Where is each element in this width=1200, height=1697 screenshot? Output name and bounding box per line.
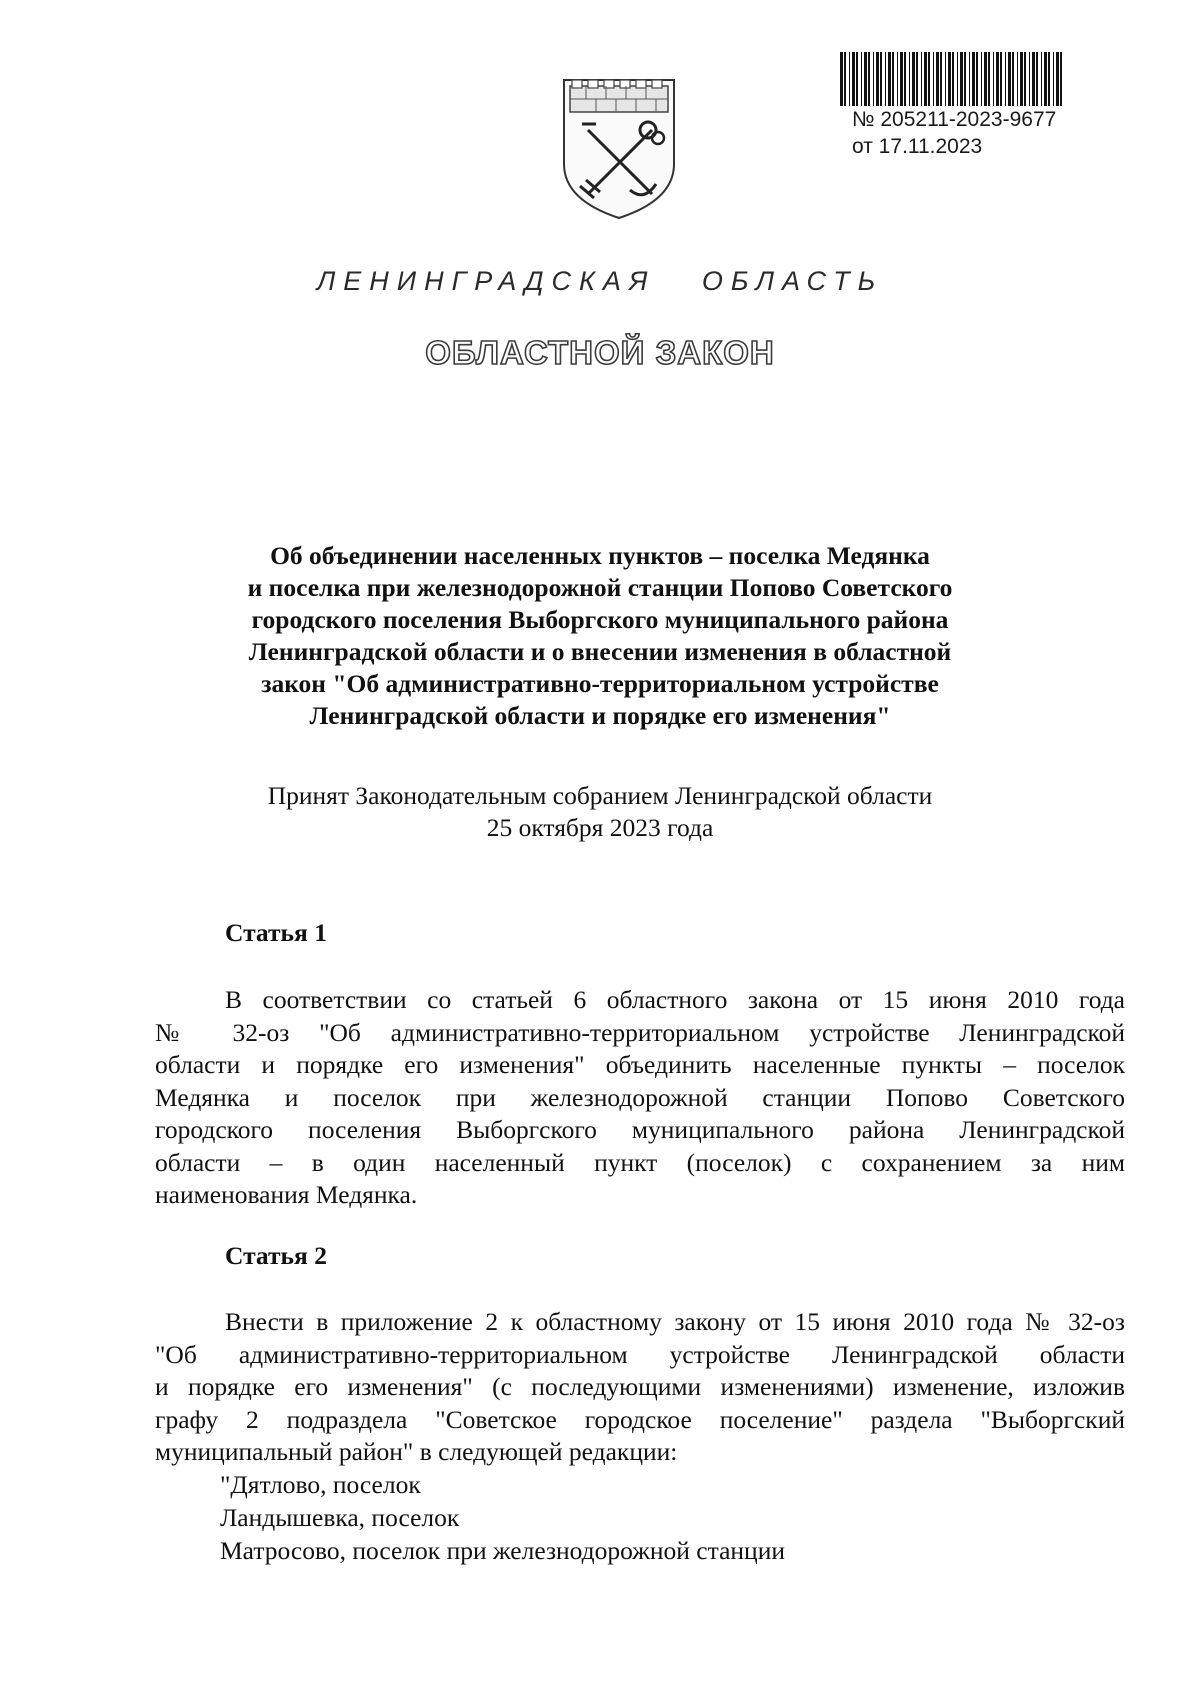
barcode-bar (988, 52, 990, 106)
barcode-bar (861, 52, 862, 106)
barcode-bar (1000, 52, 1002, 106)
law-title (160, 540, 1040, 732)
adoption-statement (160, 780, 1040, 844)
law-kind-title: ОБЛАСТНОЙ ЗАКОН (425, 334, 775, 371)
article-2-line: "Об административно-территориальном устройстве Ленинградской области (155, 1339, 1125, 1369)
barcode-bar (888, 52, 891, 106)
registration-block (852, 106, 1056, 160)
barcode-bar (981, 52, 982, 106)
article-2-heading: Статья 2 (225, 1241, 327, 1270)
barcode-bar (897, 52, 898, 106)
barcode-bar (1036, 52, 1038, 106)
barcode (838, 52, 1068, 106)
article-1-line: Медянка и поселок при железнодорожной станции Попово Советского (155, 1082, 1125, 1112)
article-2-line: и порядке его изменения" (с последующими изменениями) изменение, изложив (155, 1372, 1125, 1401)
barcode-bar (1060, 52, 1062, 106)
barcode-bar (1053, 52, 1054, 106)
article-2-text (155, 1306, 1125, 1469)
settlement-list-item: Матросово, поселок при железнодорожной станции (220, 1536, 785, 1565)
law-title-line: закон "Об административно-территориальном устройстве (261, 669, 939, 698)
barcode-bar (948, 52, 951, 106)
settlement-list-item: Ландышевка, поселок (220, 1503, 460, 1532)
barcode-bar (868, 52, 870, 106)
adoption-line: 25 октября 2023 года (486, 813, 714, 842)
article-1-line: городского поселения Выборгского муниципального района Ленинградской (155, 1115, 1125, 1144)
barcode-bar (840, 52, 843, 106)
barcode-bar (928, 52, 930, 106)
barcode-bar (960, 52, 963, 106)
barcode-bar (936, 52, 939, 106)
article-2-line: Внести в приложение 2 к областному закону от 15 июня 2010 года № 32-оз (225, 1307, 1125, 1336)
article-2-line: графу 2 подраздела "Советское городское поселение" раздела "Выборгский (155, 1404, 1125, 1434)
barcode-bar (1056, 52, 1059, 106)
barcode-bar (1008, 52, 1011, 106)
registration-number: № 205211-2023-9677 (852, 108, 1057, 131)
barcode-bar (1048, 52, 1050, 106)
barcode-bar (864, 52, 867, 106)
barcode-bar (972, 52, 975, 106)
barcode-bar (873, 52, 874, 106)
barcode-bar (904, 52, 906, 106)
barcode-bar (1005, 52, 1006, 106)
barcode-bar (916, 52, 918, 106)
article-1-line: наименования Медянка. (155, 1180, 418, 1209)
law-title-line: и поселка при железнодорожной станции Попово Советского (247, 573, 953, 602)
law-title-line: городского поселения Выборгского муниципального района (251, 605, 949, 634)
barcode-bar (1017, 52, 1018, 106)
article-1-line: № 32-оз "Об административно-территориальном устройстве Ленинградской (155, 1017, 1125, 1047)
barcode-bar (1029, 52, 1030, 106)
article-1-line: В соответствии со статьей 6 областного закона от 15 июня 2010 года (225, 985, 1125, 1014)
barcode-bar (856, 52, 858, 106)
law-title-line: Об объединении населенных пунктов – поселка Медянка (270, 541, 930, 570)
barcode-bar (909, 52, 910, 106)
barcode-bar (852, 52, 855, 106)
barcode-bar (1032, 52, 1035, 106)
article-1-heading: Статья 1 (225, 918, 327, 947)
coat-of-arms-emblem (560, 72, 678, 222)
barcode-bar (900, 52, 903, 106)
barcode-bar (880, 52, 882, 106)
barcode-bar (1020, 52, 1023, 106)
barcode-bar (921, 52, 922, 106)
barcode-bar (1044, 52, 1047, 106)
barcode-bar (1012, 52, 1014, 106)
adoption-line: Принят Законодательным собранием Ленинградской области (267, 781, 933, 810)
registration-date: от 17.11.2023 (852, 135, 983, 158)
article-1-line: области – в один населенный пункт (поселок) с сохранением за ним (155, 1147, 1125, 1177)
barcode-bar (940, 52, 942, 106)
barcode-bar (933, 52, 934, 106)
barcode-bar (1024, 52, 1026, 106)
article-1-text (155, 984, 1125, 1212)
barcode-bar (876, 52, 879, 106)
article-2-line: муниципальный район" в следующей редакции: (155, 1437, 678, 1466)
barcode-bar (957, 52, 958, 106)
settlement-list-item: "Дятлово, поселок (220, 1470, 421, 1499)
barcode-bar (844, 52, 846, 106)
barcode-bar (964, 52, 966, 106)
barcode-bar (1041, 52, 1042, 106)
barcode-bar (912, 52, 915, 106)
barcode-bar (945, 52, 946, 106)
barcode-bar (892, 52, 894, 106)
barcode-bar (993, 52, 994, 106)
article-1-line: области и порядке его изменения" объединить населенные пункты – поселок (155, 1050, 1125, 1079)
law-title-line: Ленинградской области и порядке его изменения" (309, 701, 891, 730)
law-title-line: Ленинградской области и о внесении изменения в областной (248, 637, 952, 666)
barcode-bar (952, 52, 954, 106)
barcode-bar (969, 52, 970, 106)
barcode-bar (924, 52, 927, 106)
barcode-bar (984, 52, 987, 106)
barcode-bar (849, 52, 850, 106)
region-title: ЛЕНИНГРАДСКАЯ ОБЛАСТЬ (316, 266, 884, 296)
barcode-bar (996, 52, 999, 106)
barcode-bar (885, 52, 886, 106)
barcode-bar (976, 52, 978, 106)
